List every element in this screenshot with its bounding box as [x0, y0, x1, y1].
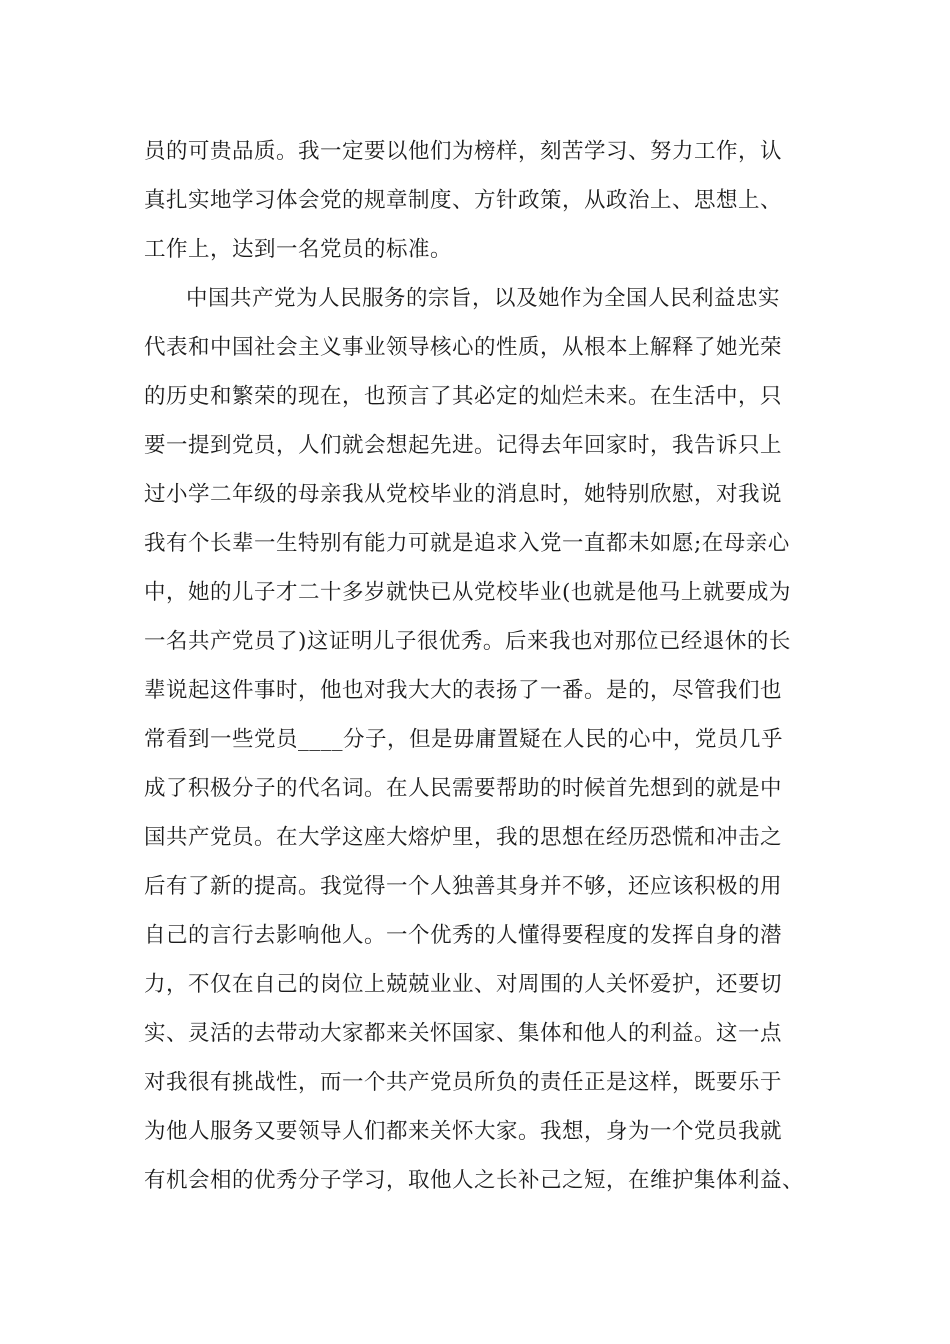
text-line: 自己的言行去影响他人。一个优秀的人懂得要程度的发挥自身的潜 — [144, 923, 783, 948]
text-line: 工作上，达到一名党员的标准。 — [144, 237, 453, 262]
text-line: 的历史和繁荣的现在，也预言了其必定的灿烂未来。在生活中，只 — [144, 384, 783, 409]
text-line: 为他人服务又要领导人们都来关怀大家。我想，身为一个党员我就 — [144, 1119, 783, 1144]
text-line: 过小学二年级的母亲我从党校毕业的消息时，她特别欣慰，对我说 — [144, 482, 783, 507]
text-line: 中，她的儿子才二十多岁就快已从党校毕业(也就是他马上就要成为 — [144, 580, 791, 605]
text-line: 对我很有挑战性，而一个共产党员所负的责任正是这样，既要乐于 — [144, 1070, 783, 1095]
text-line: 一名共产党员了)这证明儿子很优秀。后来我也对那位已经退休的长 — [144, 629, 791, 654]
text-line: 有机会相的优秀分子学习，取他人之长补己之短，在维护集体利益、 — [144, 1168, 805, 1193]
text-line: 力，不仅在自己的岗位上兢兢业业、对周围的人关怀爱护，还要切 — [144, 972, 783, 997]
text-line: 代表和中国社会主义事业领导核心的性质，从根本上解释了她光荣 — [144, 335, 783, 360]
text-line: 要一提到党员，人们就会想起先进。记得去年回家时，我告诉只上 — [144, 433, 783, 458]
text-line: 实、灵活的去带动大家都来关怀国家、集体和他人的利益。这一点 — [144, 1021, 783, 1046]
text-line: 真扎实地学习体会党的规章制度、方针政策，从政治上、思想上、 — [144, 188, 783, 213]
text-line: 成了积极分子的代名词。在人民需要帮助的时候首先想到的就是中 — [144, 776, 783, 801]
text-line: 员的可贵品质。我一定要以他们为榜样，刻苦学习、努力工作，认 — [144, 139, 783, 164]
text-line: 辈说起这件事时，他也对我大大的表扬了一番。是的，尽管我们也 — [144, 678, 783, 703]
text-line: 我有个长辈一生特别有能力可就是追求入党一直都未如愿;在母亲心 — [144, 531, 790, 556]
text-line: 后有了新的提高。我觉得一个人独善其身并不够，还应该积极的用 — [144, 874, 783, 899]
text-line: 国共产党员。在大学这座大熔炉里，我的思想在经历恐慌和冲击之 — [144, 825, 783, 850]
text-line: 常看到一些党员____分子，但是毋庸置疑在人民的心中，党员几乎 — [144, 727, 784, 752]
text-line: 中国共产党为人民服务的宗旨，以及她作为全国人民利益忠实 — [186, 286, 781, 311]
